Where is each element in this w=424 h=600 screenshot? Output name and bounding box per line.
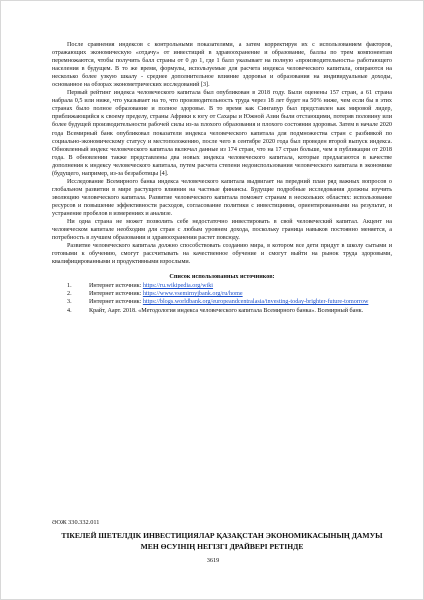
source-item bbox=[52, 298, 392, 306]
paragraph-4: Ни одна страна не может позволить себе недостаточно инвестировать в свой человеческий капитал. Акцент на человеческом капитале необходим для стран с любым уровнем дохода, поскольку граница навыков постоянно меняется, а потребность в лучшем образовании и здравоохранении растет повсюду. bbox=[52, 219, 392, 242]
source-prefix: Интернет источник: bbox=[89, 299, 143, 306]
source-item bbox=[52, 307, 392, 315]
paragraph-2: Первый рейтинг индекса человеческого капитала был опубликован в 2018 году. Были оценены 157 стран, а 61 страна набрала 0,5 или ниже, что указывает на то, что производительность труда через 18 лет будет на 50% ниже, чем если бы в этих странах было полное образование и полное здоровье. В то время как Сингапур был представлен как мировой лидер, приближающийся к своему пределу, страны Африки к югу от Сахары и Южной Азии были отстающими, потеряв половину или более будущей производительности рабочей силы из-за плохого образования и плохого состояния здоровья. Затем в начале 2020 года Всемирный банк опубликовал показатели индекса человеческого капитала для подмножества стран с разбивкой по социально-экономическому статусу и местоположению, после чего в сентябре 2020 года был проведен второй выпуск индекса. Обновленный индекс человеческого капитала включал данные из 174 стран, что на 17 стран больше, чем в публикации от 2018 года. В обновлении также представлены два новых индекса человеческого капитала, которые предлагаются в качестве дополнения к индексу человеческого капитала, путем расчета степени недоиспользования человеческого капитала в экономике (будущего, например, из-за безработицы [4]. bbox=[52, 90, 392, 177]
source-item bbox=[52, 282, 392, 290]
source-item bbox=[52, 290, 392, 298]
source-text: Крайт, Аарт. 2018. «Методология индекса человеческого капитала Всемирного банка». Всемирный банк. bbox=[89, 307, 364, 314]
paragraph-5: Развитие человеческого капитала должно способствовать созданию мира, в котором все дети придут в школу сытыми и готовыми к обучению, смогут рассчитывать на качественное обучение и смогут выйти на рынок труда здоровыми, квалифицированными и продуктивными взрослыми. bbox=[52, 243, 392, 266]
source-number: 1. bbox=[67, 283, 72, 290]
article-title: ТІКЕЛЕЙ ШЕТЕЛДІК ИНВЕСТИЦИЯЛАР ҚАЗАҚСТАН ЭКОНОМИКАСЫНЫҢ ДАМУЫ МЕН ӨСУІНІҢ НЕГІЗГІ ДРАЙВЕРІ РЕТІНДЕ bbox=[61, 531, 383, 551]
udc-code: ӘОЖ 330.332.011 bbox=[52, 519, 100, 526]
source-prefix: Интернет источник: bbox=[89, 291, 143, 298]
page-number: 3619 bbox=[206, 557, 220, 564]
source-number: 4. bbox=[67, 307, 72, 314]
source-number: 2. bbox=[67, 291, 72, 298]
paragraph-1: После сравнения индексов с контрольными показателями, а затем корректируя их с использованием факторов, отражающих экономическую «отдачу» от инвестиций в здравоохранение и образование, баллы по трем компонентам перемножаются, чтобы получить балл страны от 0 до 1, где 1 балл указывает на полную «производительность» работающего населения в будущем. В то же время, формулы, используемые для расчета индекса человеческого капитала, опираются на несколько более узкую шкалу - среднее дополнительное влияние здоровья и образования на индивидуальные доходы, основанное на обзорах эконометрических исследований [3]. bbox=[52, 42, 392, 89]
source-prefix: Интернет источник: bbox=[89, 283, 143, 290]
source-link[interactable]: https://ru.wikipedia.org/wiki bbox=[142, 283, 214, 290]
source-number: 3. bbox=[67, 299, 72, 306]
source-link[interactable]: https://www.vsemirnyjbank.org/ru/home bbox=[142, 291, 243, 298]
paragraph-3: Исследование Всемирного банка индекса человеческого капитала выдвигает на передний план ряд важных вопросов о глобальном развитии в мире растущего влияния на частные финансы. Будущие подробные исследования должны изучить эволюцию человеческого капитала. Развитие человеческого капитала поможет странам в нескольких областях: использование ресурсов и повышение эффективности расходов, согласование политики с инвестициями, ориентированными на результат, и устранение пробелов в измерениях и анализе. bbox=[52, 178, 392, 217]
article-body bbox=[52, 41, 392, 315]
sources-title: Список использованных источников: bbox=[169, 273, 275, 281]
source-link[interactable]: https://blogs.worldbank.org/europeandcentralasia/investing-today-brighter-future-tomorrow bbox=[142, 299, 369, 306]
